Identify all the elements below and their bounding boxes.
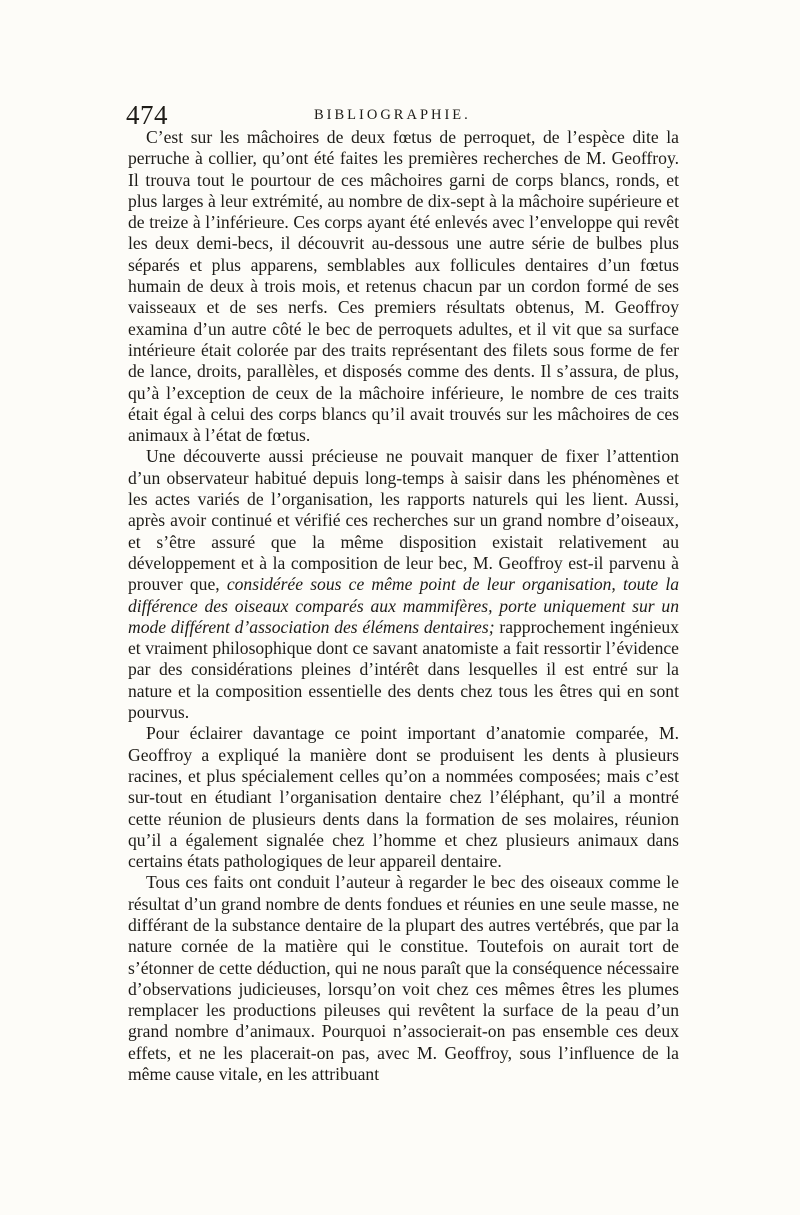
paragraph: Pour éclairer davantage ce point important d’anatomie comparée, M. Geoffroy a expliqué la manière dont se produisent les dents à plusieurs racines, et plus spécialement celles qu’on a nommées composées; mais c’est sur-tout en étudiant l’organisation dentaire chez l’éléphant, qu’il a montré cette réunion de plusieurs dents dans la formation de ses molaires, réunion qu’il a également signalée chez l’homme et chez plusieurs animaux dans certains états pathologiques de leur appareil dentaire. [128,723,679,872]
paragraph-text: Une découverte aussi précieuse ne pouvait manquer de fixer l’attention d’un observateur habitué depuis long-temps à saisir dans les phénomènes et les actes variés de l’organisation, les rapports naturels qui les lient. Aussi, après avoir continué et vérifié ces recherches sur un grand nombre d’oiseaux, et s’être assuré que la même disposition existait relativement au développement et à la composition de leur bec, M. Geoffroy est-il parvenu à prouver que, [128,446,679,595]
paragraph-text: rapprochement ingénieux et vraiment philosophique dont ce savant anatomiste a fait ressortir l’évidence par des considérations pleines d’intérêt dans lesquelles il est entré sur la nature et la composition essentielle des dents chez tous les êtres qui en sont pourvus. [128,616,680,723]
running-head: BIBLIOGRAPHIE. [314,107,471,123]
body-text [128,127,679,1085]
paragraph [128,446,679,723]
paragraph: Tous ces faits ont conduit l’auteur à regarder le bec des oiseaux comme le résultat d’un grand nombre de dents fondues et réunies en une seule masse, ne différant de la substance dentaire de la plupart des autres vertébrés, que par la nature cornée de la matière qui le constitue. Toutefois on aurait tort de s’étonner de cette déduction, qui ne nous paraît que la conséquence nécessaire d’observations judicieuses, lorsqu’on voit chez ces mêmes êtres les plumes remplacer les productions pileuses qui revêtent la surface de la peau d’un grand nombre d’animaux. Pourquoi n’associerait-on pas ensemble ces deux effets, et ne les placerait-on pas, avec M. Geoffroy, sous l’influence de la même cause vitale, en les attribuant [128,872,679,1085]
italic-passage: considérée sous ce même point de leur organisation, toute la différence des oiseaux comparés aux mammifères, porte uniquement sur un mode différent d’association des élémens dentaires; [128,574,680,637]
page-number: 474 [126,100,168,130]
paragraph: C’est sur les mâchoires de deux fœtus de perroquet, de l’espèce dite la perruche à collier, qu’ont été faites les premières recherches de M. Geoffroy. Il trouva tout le pourtour de ces mâchoires garni de corps blancs, ronds, et plus larges à leur extrémité, au nombre de dix-sept à la mâchoire supérieure et de treize à l’inférieure. Ces corps ayant été enlevés avec l’enveloppe qui revêt les deux demi-becs, il découvrit au-dessous une autre série de bulbes plus séparés et plus apparens, semblables aux follicules dentaires d’un fœtus humain de deux à trois mois, et retenus chacun par un cordon formé de ses vaisseaux et de ses nerfs. Ces premiers résultats obtenus, M. Geoffroy examina d’un autre côté le bec de perroquets adultes, et il vit que sa surface intérieure était colorée par des traits représentant des filets sous forme de fer de lance, droits, parallèles, et disposés comme des dents. Il s’assura, de plus, qu’à l’exception de ceux de la mâchoire inférieure, le nombre de ces traits était égal à celui des corps blancs qu’il avait trouvés sur les mâchoires de ces animaux à l’état de fœtus. [128,127,679,446]
